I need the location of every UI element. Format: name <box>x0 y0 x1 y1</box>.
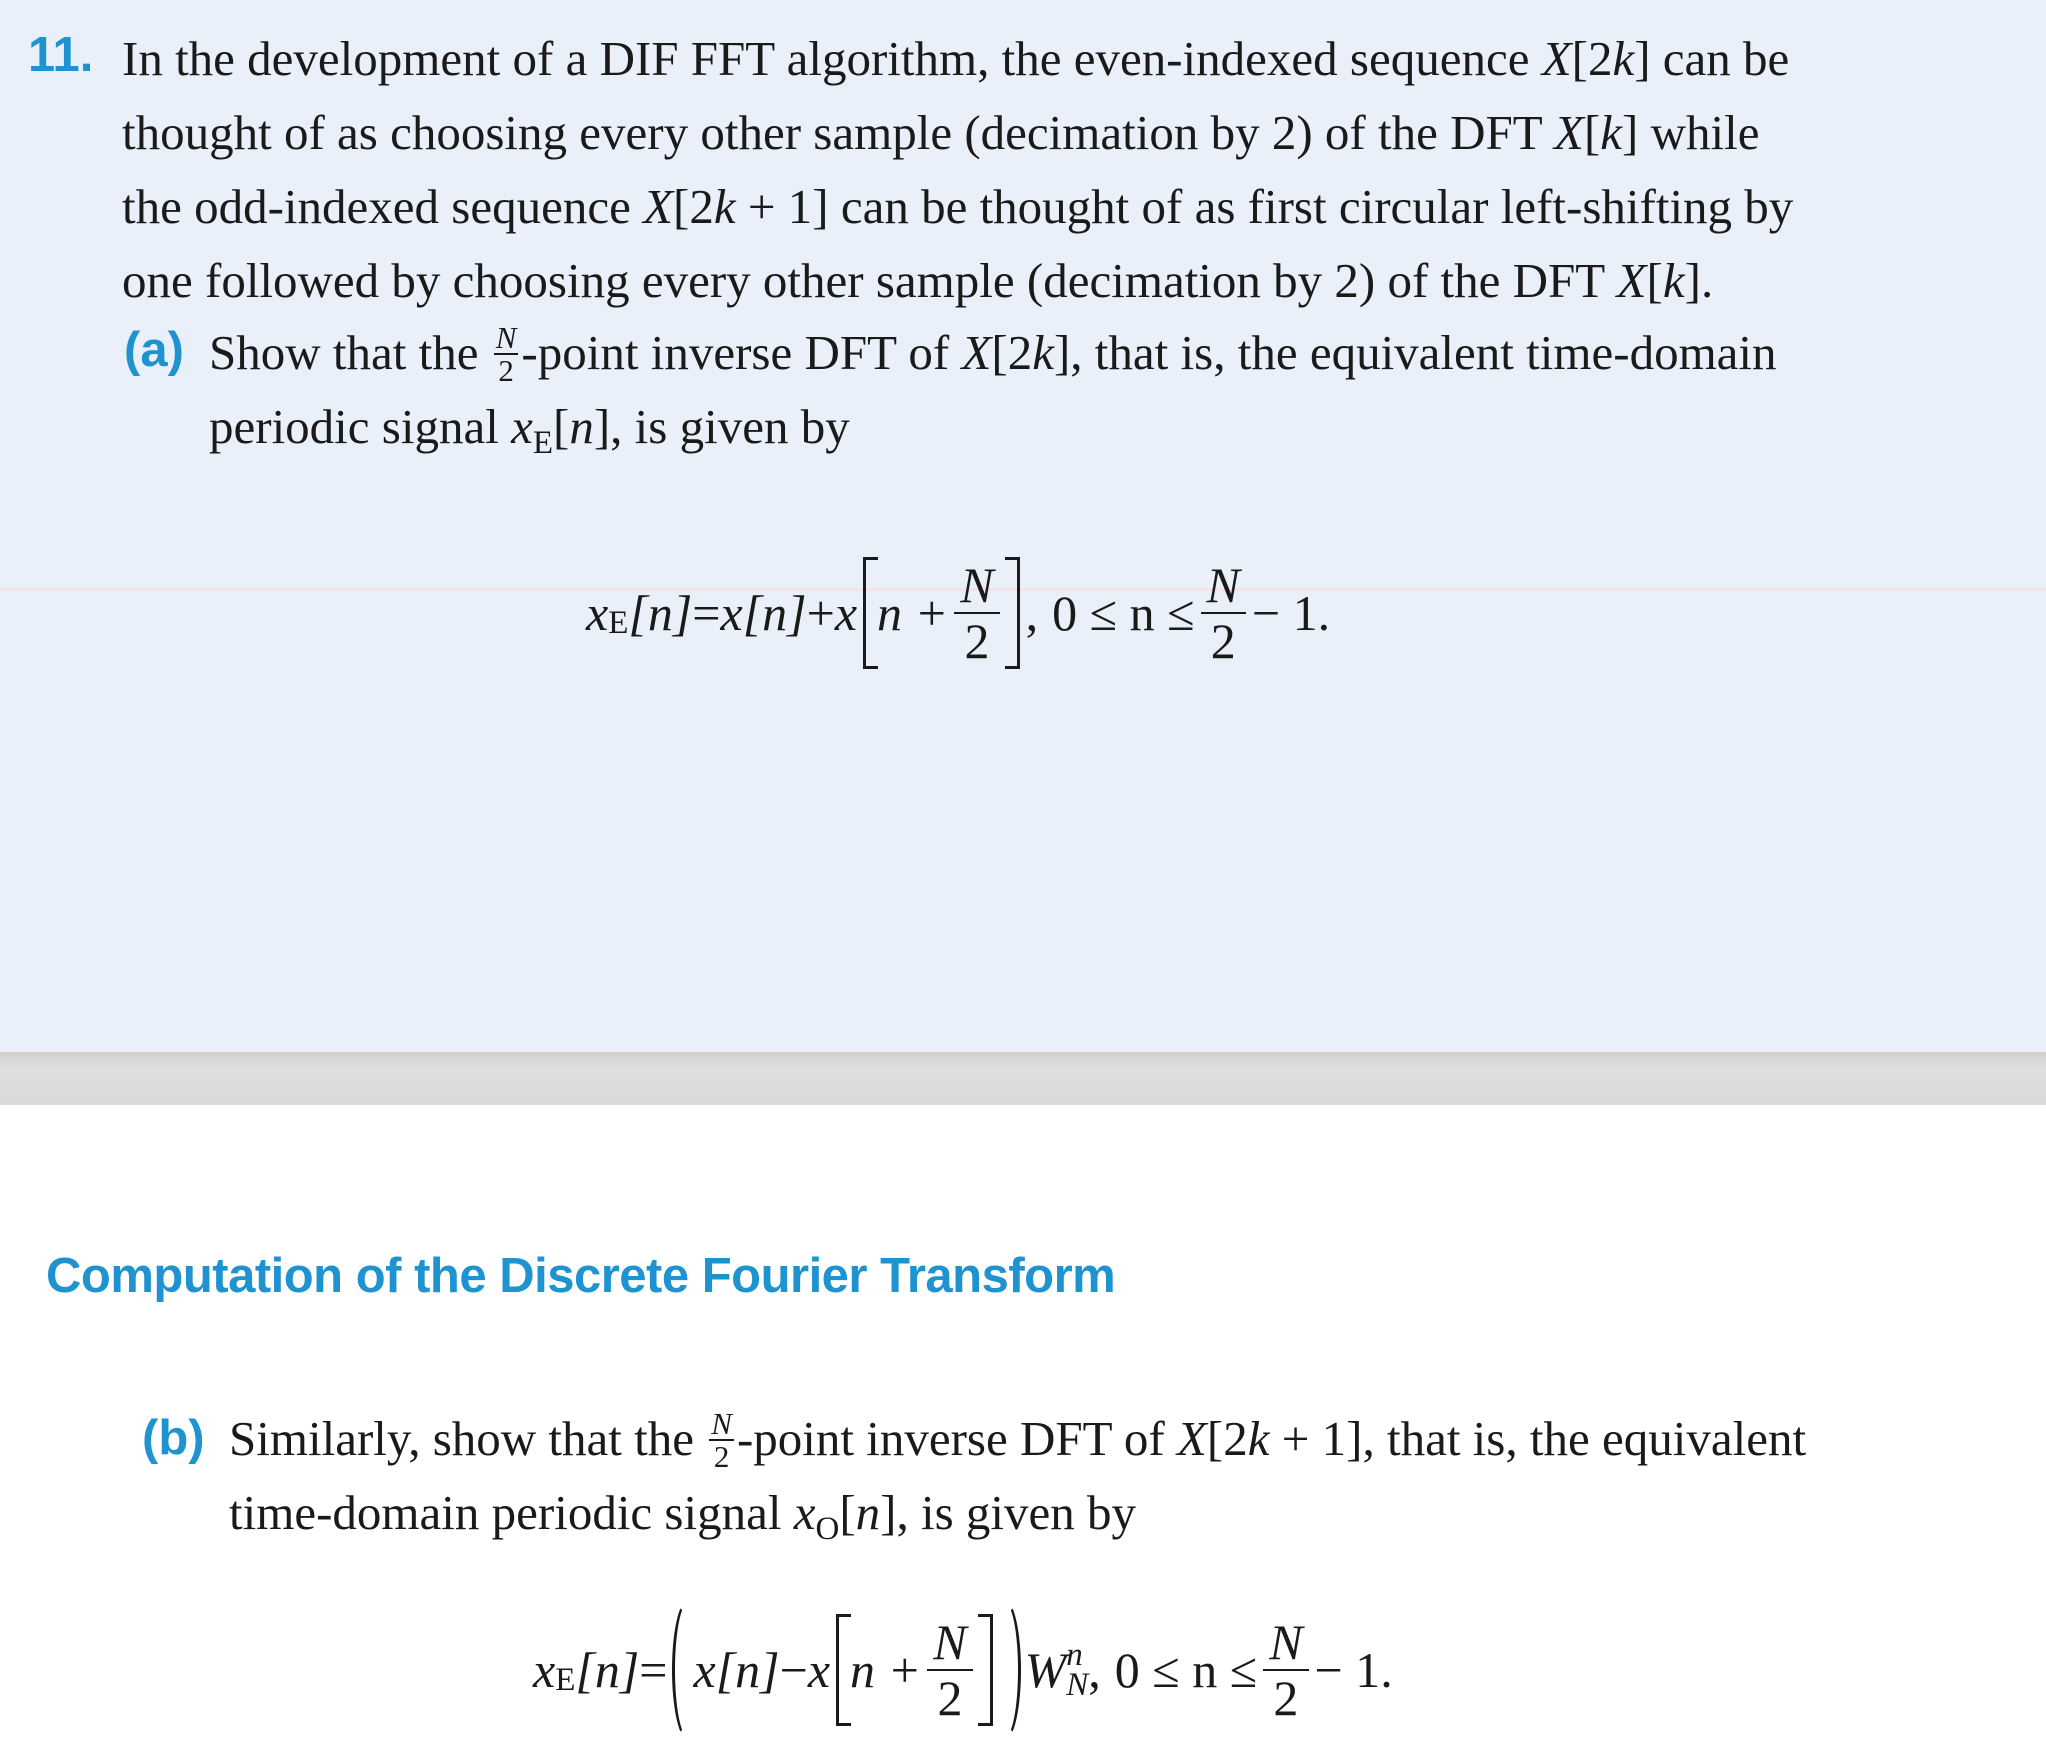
twiddle-scripts: n N <box>1066 1637 1089 1703</box>
page-separator <box>0 1052 2046 1105</box>
fraction: $\frac{N}{2}$ <box>1263 1617 1308 1723</box>
statement-line: the odd-indexed sequence X[2k + 1] can be thought of as first circular left-shifting by <box>122 179 1794 234</box>
part-a-text <box>209 316 1777 464</box>
statement-line: thought of as choosing every other sample (decimation by 2) of the DFT X[k] while <box>122 105 1760 160</box>
fraction: $\frac{N}{2}$ <box>1201 560 1246 666</box>
part-a-line: Show that the $\frac{N}{2}$ -point inverse DFT of X[2k], that is, the equivalent time-domain <box>209 319 1777 388</box>
problem-statement <box>122 22 1793 318</box>
fraction: $\frac{N}{2}$ <box>954 560 999 666</box>
part-b-text <box>229 1402 1806 1550</box>
part-a-line: periodic signal $x_E[n]$, is given by <box>209 399 850 461</box>
part-b-line: time-domain periodic signal $x_O[n]$, is given by <box>229 1485 1137 1547</box>
fraction: $\frac{N}{2}$ <box>927 1617 972 1723</box>
part-a-label: (a) <box>124 323 184 377</box>
part-b-line: Similarly, show that the $\frac{N}{2}$ -point inverse DFT of X[2k + 1], that is, the equivalent <box>229 1405 1807 1474</box>
problem-number: 11. <box>28 28 94 82</box>
inline-fraction: $\frac{N}{2}$ <box>495 319 517 388</box>
section-title: Computation of the Discrete Fourier Transform <box>46 1249 1116 1303</box>
part-b-label: (b) <box>142 1411 205 1465</box>
square-bracket: n + $\frac{N}{2}$ <box>863 553 1020 673</box>
equation-b: x E [n] = x[n] − x n + $\frac{N}{2}$ W n N , 0 ≤ n ≤ $\frac{N}{2}$ − 1. <box>533 1600 1393 1740</box>
equation-a: x E [n] = x[n] + x n + $\frac{N}{2}$ , 0 ≤ n ≤ $\frac{N}{2}$ − 1. <box>586 548 1330 678</box>
parenthesis: x[n] − x n + $\frac{N}{2}$ <box>672 1600 1021 1740</box>
statement-line: one followed by choosing every other sample (decimation by 2) of the DFT X[k]. <box>122 253 1714 308</box>
inline-fraction: $\frac{N}{2}$ <box>711 1405 732 1474</box>
statement-line: In the development of a DIF FFT algorithm, the even-indexed sequence X[2k] can be <box>122 31 1790 86</box>
square-bracket: n + $\frac{N}{2}$ <box>836 1610 993 1730</box>
